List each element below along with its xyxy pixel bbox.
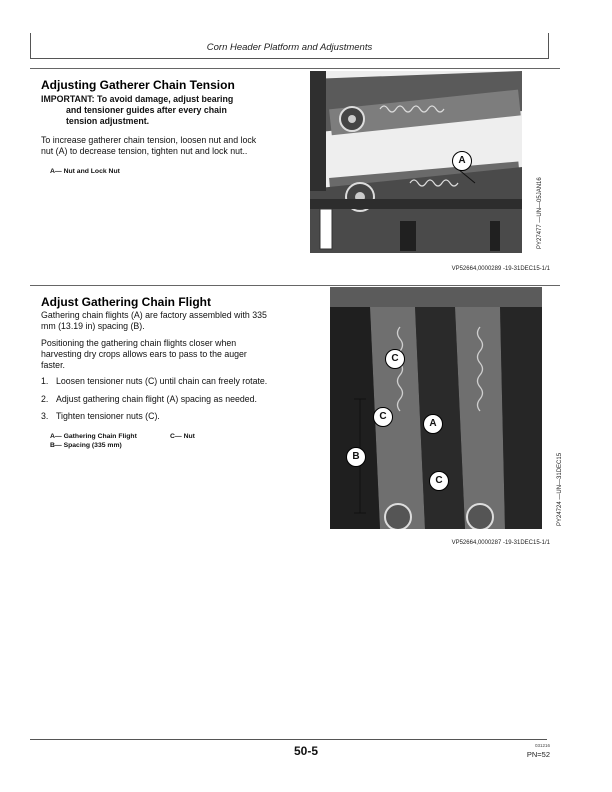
steps-list	[41, 376, 301, 429]
paragraph-line: faster.	[41, 360, 65, 371]
important-line: tension adjustment.	[66, 116, 150, 127]
legend-a: A— Gathering Chain Flight	[50, 433, 137, 440]
callout-a: A	[423, 414, 443, 434]
legend-a: A— Nut and Lock Nut	[50, 168, 120, 175]
page-header	[30, 33, 549, 59]
step-item: 2. Adjust gathering chain flight (A) spacing as needed.	[41, 393, 257, 404]
important-note	[41, 94, 291, 128]
section-heading: Adjusting Gatherer Chain Tension	[41, 78, 235, 92]
reference-code: VP52664,0000289 -19-31DEC15-1/1	[451, 266, 550, 272]
step-item: 1. Loosen tensioner nuts (C) until chain can freely rotate.	[41, 376, 268, 386]
paragraph-line: Positioning the gathering chain flights closer when	[41, 338, 237, 348]
legend-b: B— Spacing (335 mm)	[50, 442, 122, 449]
positioning-paragraph	[41, 338, 291, 372]
footer-rule	[30, 739, 547, 740]
legend-c: C— Nut	[170, 433, 195, 440]
intro-paragraph	[41, 310, 291, 332]
section-gatherer-chain-tension	[30, 68, 560, 279]
paragraph-line: mm (13.19 in) spacing (B).	[41, 321, 145, 332]
footer-pn: PN=52	[526, 750, 550, 759]
callout-a: A	[452, 151, 472, 171]
callout-c-top: C	[385, 349, 405, 369]
section-heading: Adjust Gathering Chain Flight	[41, 295, 211, 309]
callout-b: B	[346, 447, 366, 467]
instruction-paragraph	[41, 135, 291, 157]
photo-code: PY27477 —UN—05JAN16	[537, 177, 543, 249]
reference-code: VP52664,0000287 -19-31DEC15-1/1	[451, 540, 550, 546]
paragraph-line: harvesting dry crops allows ears to pass to the auger	[41, 349, 247, 360]
step-item: 3. Tighten tensioner nuts (C).	[41, 411, 160, 422]
callout-c-middle: C	[373, 407, 393, 427]
important-lead: IMPORTANT: To avoid damage, adjust bearing	[41, 94, 234, 104]
section-gathering-chain-flight	[30, 285, 563, 551]
gathering-chain-flight-photo	[330, 287, 542, 529]
gatherer-chain-photo	[310, 71, 522, 253]
footer-code: 031216	[534, 743, 550, 748]
photo-code: PY24724 —UN—31DEC15	[557, 452, 563, 526]
page-number: 50-5	[293, 744, 319, 758]
paragraph-line: To increase gatherer chain tension, loosen nut and lock	[41, 135, 257, 145]
paragraph-line: nut (A) to decrease tension, tighten nut and lock nut..	[41, 146, 248, 157]
important-line: and tensioner guides after every chain	[66, 105, 227, 116]
header-title: Corn Header Platform and Adjustments	[206, 42, 373, 53]
paragraph-line: Gathering chain flights (A) are factory assembled with 335	[41, 310, 267, 320]
callout-c-bottom: C	[429, 471, 449, 491]
